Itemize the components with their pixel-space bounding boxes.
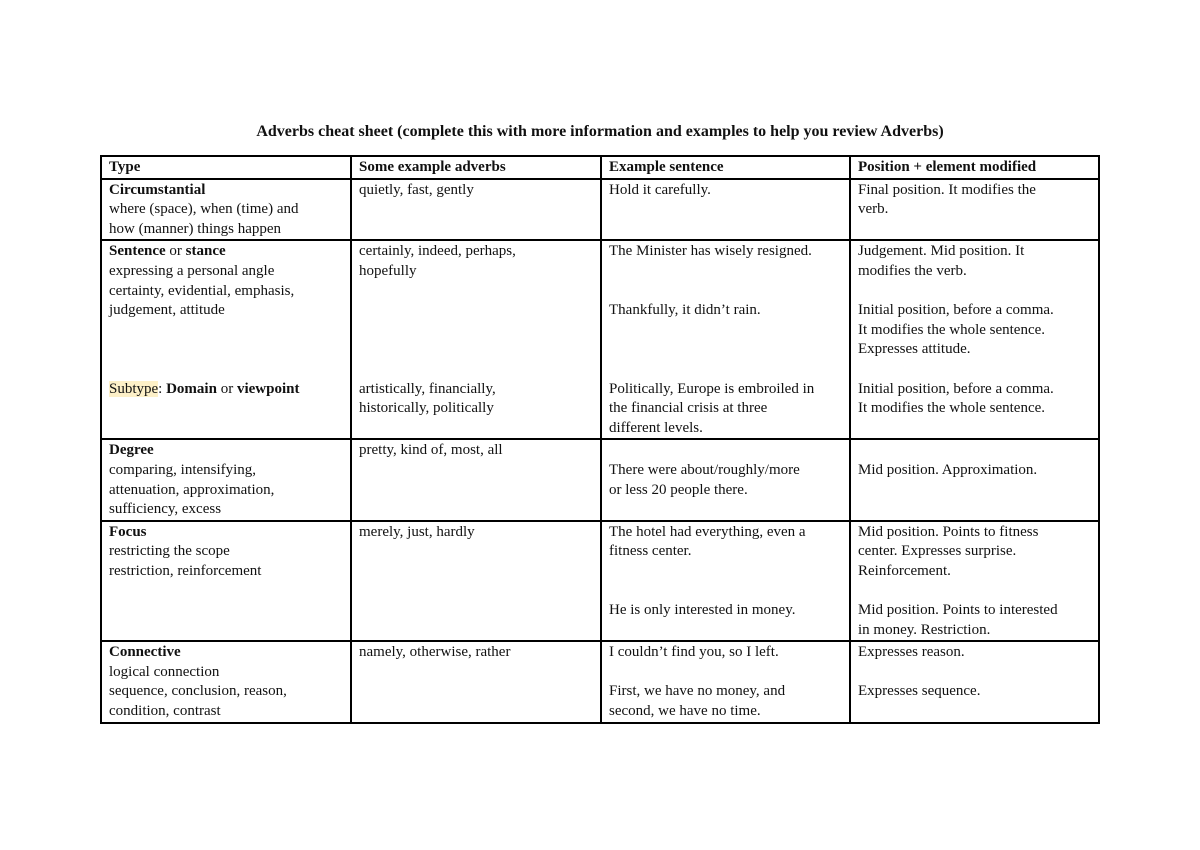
position-text: Mid position. Approximation. <box>858 461 1038 478</box>
subtype-sentence-line: the financial crisis at three <box>609 400 768 417</box>
sentence-text: Thankfully, it didn’t rain. <box>609 302 761 319</box>
type-desc-line: sequence, conclusion, reason, <box>109 683 287 700</box>
subtype-position-line: It modifies the whole sentence. <box>858 400 1046 417</box>
or-word: or <box>220 380 234 397</box>
type-desc-line: expressing a personal angle <box>109 262 275 279</box>
position-line: It modifies the whole sentence. <box>858 321 1046 338</box>
cell-adverbs <box>351 521 601 642</box>
type-desc-line: restriction, reinforcement <box>109 562 262 579</box>
sentence-line: There were about/roughly/more <box>609 461 800 478</box>
type-name: Degree <box>109 442 154 459</box>
row-degree <box>101 439 1099 520</box>
position-line: verb. <box>858 201 889 218</box>
adverbs-text: merely, just, hardly <box>359 523 475 540</box>
cell-position <box>850 641 1099 722</box>
type-desc-line: logical connection <box>109 663 220 680</box>
position-line: Expresses attitude. <box>858 341 971 358</box>
subtype-line <box>109 380 344 400</box>
sentence-text: He is only interested in money. <box>609 602 796 619</box>
sentence-line: second, we have no time. <box>609 703 761 720</box>
position-line: center. Expresses surprise. <box>858 543 1017 560</box>
header-sentence: Example sentence <box>601 156 850 179</box>
cell-type <box>101 641 351 722</box>
cell-sentence <box>601 240 850 439</box>
row-focus <box>101 521 1099 642</box>
subtype-adverbs-line: artistically, financially, <box>359 380 496 397</box>
sentence-line: fitness center. <box>609 543 692 560</box>
type-name-line <box>109 242 344 262</box>
page-title: Adverbs cheat sheet (complete this with more information and examples to help you review Adverbs) <box>256 123 944 140</box>
row-stance <box>101 240 1099 439</box>
type-desc-line: how (manner) things happen <box>109 220 282 237</box>
adverbs-text: quietly, fast, gently <box>359 181 474 198</box>
header-row <box>101 156 1099 179</box>
type-desc-line: where (space), when (time) and <box>109 201 299 218</box>
cell-position <box>850 179 1099 241</box>
cell-adverbs <box>351 240 601 439</box>
subtype-sentence-line: Politically, Europe is embroiled in <box>609 380 815 397</box>
cell-adverbs <box>351 641 601 722</box>
subtype-colon: : <box>158 380 163 397</box>
adverbs-text: pretty, kind of, most, all <box>359 442 503 459</box>
type-desc-line: certainty, evidential, emphasis, <box>109 282 295 299</box>
sentence-text: I couldn’t find you, so I left. <box>609 644 779 661</box>
subtype-name-alt: viewpoint <box>236 380 300 397</box>
cell-type <box>101 179 351 241</box>
sentence-line: or less 20 people there. <box>609 481 748 498</box>
type-desc-line: judgement, attitude <box>109 302 225 319</box>
adverbs-line: certainly, indeed, perhaps, <box>359 243 516 260</box>
position-text: Expresses sequence. <box>858 683 981 700</box>
adverbs-text: namely, otherwise, rather <box>359 644 511 661</box>
type-desc-line: condition, contrast <box>109 703 221 720</box>
subtype-position-line: Initial position, before a comma. <box>858 380 1054 397</box>
type-desc-line: attenuation, approximation, <box>109 481 275 498</box>
header-type: Type <box>101 156 351 179</box>
cell-position <box>850 439 1099 520</box>
sentence-text: Hold it carefully. <box>609 181 711 198</box>
type-name-alt: stance <box>185 243 226 260</box>
header-position: Position + element modified <box>850 156 1099 179</box>
type-name: Connective <box>109 644 181 661</box>
position-line: Mid position. Points to interested <box>858 602 1058 619</box>
row-circumstantial <box>101 179 1099 241</box>
position-line: modifies the verb. <box>858 262 967 279</box>
sentence-text: The Minister has wisely resigned. <box>609 243 812 260</box>
type-desc-line: comparing, intensifying, <box>109 461 257 478</box>
position-line: Reinforcement. <box>858 562 951 579</box>
type-name: Focus <box>109 523 147 540</box>
subtype-sentence-line: different levels. <box>609 419 703 436</box>
cell-adverbs <box>351 179 601 241</box>
cell-adverbs <box>351 439 601 520</box>
row-connective <box>101 641 1099 722</box>
cell-position <box>850 521 1099 642</box>
or-word: or <box>169 243 182 260</box>
sentence-line: First, we have no money, and <box>609 683 786 700</box>
type-desc-line: restricting the scope <box>109 543 230 560</box>
position-line: in money. Restriction. <box>858 621 991 638</box>
type-desc-line: sufficiency, excess <box>109 501 222 518</box>
cell-sentence <box>601 641 850 722</box>
type-name: Circumstantial <box>109 181 206 198</box>
cell-sentence <box>601 521 850 642</box>
subtype-label: Subtype <box>109 380 159 397</box>
cell-type <box>101 240 351 439</box>
cell-sentence <box>601 179 850 241</box>
cell-type <box>101 521 351 642</box>
cell-type <box>101 439 351 520</box>
type-name: Sentence <box>109 243 166 260</box>
cell-position <box>850 240 1099 439</box>
adverbs-line: hopefully <box>359 262 417 279</box>
subtype-adverbs-line: historically, politically <box>359 400 494 417</box>
position-line: Judgement. Mid position. It <box>858 243 1025 260</box>
subtype-name: Domain <box>166 380 217 397</box>
header-adverbs: Some example adverbs <box>351 156 601 179</box>
position-line: Initial position, before a comma. <box>858 302 1054 319</box>
position-text: Expresses reason. <box>858 644 965 661</box>
adverbs-table <box>100 155 1100 724</box>
position-line: Final position. It modifies the <box>858 181 1036 198</box>
cell-sentence <box>601 439 850 520</box>
position-line: Mid position. Points to fitness <box>858 523 1039 540</box>
sentence-line: The hotel had everything, even a <box>609 523 806 540</box>
